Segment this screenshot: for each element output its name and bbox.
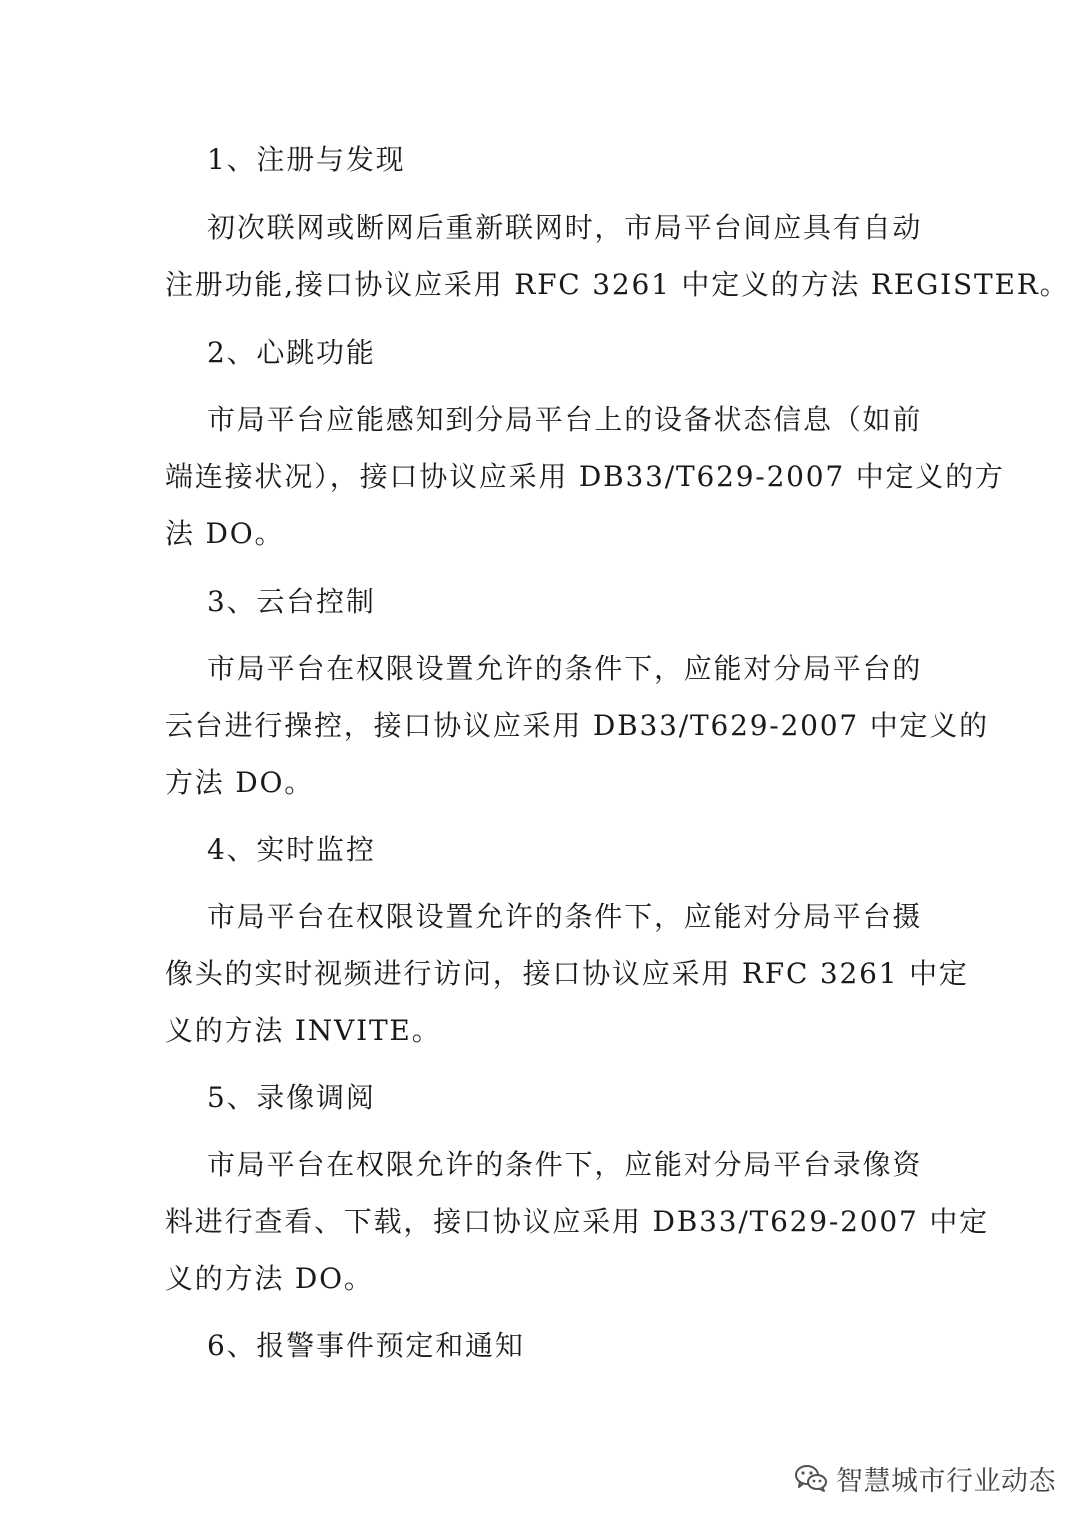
section-heading: 5、录像调阅 <box>207 1081 376 1114</box>
paragraph-line: 端连接状况），接口协议应采用 DB33/T629-2007 中定义的方 <box>165 460 1005 493</box>
paragraph-line: 市局平台应能感知到分局平台上的设备状态信息（如前 <box>207 403 923 436</box>
watermark <box>794 1458 1056 1498</box>
section-heading: 4、实时监控 <box>207 833 376 866</box>
section-heading: 6、报警事件预定和通知 <box>207 1329 525 1362</box>
paragraph-line: 市局平台在权限设置允许的条件下，应能对分局平台摄 <box>207 900 923 933</box>
section-heading: 1、注册与发现 <box>207 143 406 176</box>
paragraph-line: 义的方法 DO。 <box>165 1262 374 1295</box>
paragraph-line: 云台进行操控，接口协议应采用 DB33/T629-2007 中定义的 <box>165 709 989 742</box>
paragraph-line: 像头的实时视频进行访问，接口协议应采用 RFC 3261 中定 <box>165 957 969 990</box>
paragraph-line: 义的方法 INVITE。 <box>165 1014 442 1047</box>
paragraph-line: 法 DO。 <box>165 517 285 550</box>
section-heading: 3、云台控制 <box>207 585 376 618</box>
paragraph-line: 注册功能,接口协议应采用 RFC 3261 中定义的方法 REGISTER。 <box>165 268 1070 301</box>
paragraph-line: 市局平台在权限设置允许的条件下，应能对分局平台的 <box>207 652 923 685</box>
wechat-icon <box>794 1463 828 1493</box>
paragraph-line: 料进行查看、下载，接口协议应采用 DB33/T629-2007 中定 <box>165 1205 989 1238</box>
section-heading: 2、心跳功能 <box>207 336 376 369</box>
paragraph-line: 市局平台在权限允许的条件下，应能对分局平台录像资 <box>207 1148 923 1181</box>
watermark-text: 智慧城市行业动态 <box>836 1465 1056 1497</box>
paragraph-line: 方法 DO。 <box>165 766 315 799</box>
paragraph-line: 初次联网或断网后重新联网时，市局平台间应具有自动 <box>207 211 923 244</box>
